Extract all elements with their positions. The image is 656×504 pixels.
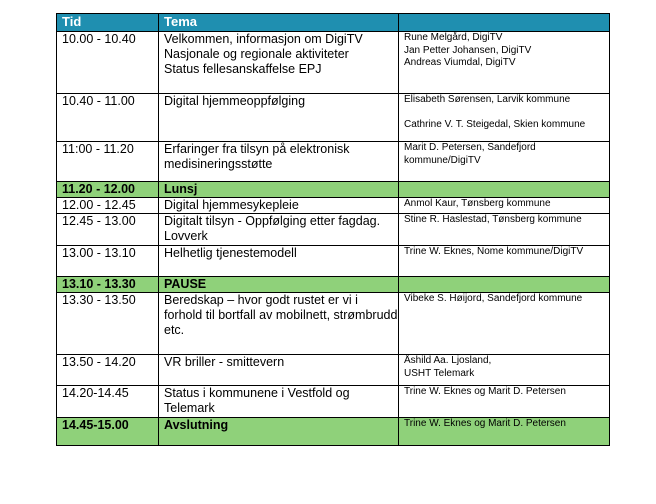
presenter-line: Trine W. Eknes og Marit D. Petersen: [404, 386, 566, 397]
table-row: [57, 182, 610, 198]
header-topic: Tema: [159, 14, 399, 32]
header-time: Tid: [57, 14, 159, 32]
presenter-line: Vibeke S. Høijord, Sandefjord kommune: [404, 293, 583, 304]
presenter-line: Trine W. Eknes og Marit D. Petersen: [404, 418, 566, 429]
presenter-cell: [399, 277, 610, 293]
presenter-line: Marit D. Petersen, Sandefjord kommune/DigiTV: [404, 142, 536, 166]
time-cell: 14.20-14.45: [57, 386, 159, 418]
table-row: [57, 386, 610, 418]
header-presenter: [399, 14, 610, 32]
time-cell: 10.00 - 10.40: [57, 32, 159, 94]
table-row: [57, 94, 610, 142]
topic-line: Erfaringer fra tilsyn på elektronisk medisineringsstøtte: [164, 142, 350, 171]
topic-cell: [159, 246, 399, 277]
topic-line: VR briller - smittevern: [164, 355, 285, 369]
presenter-cell: [399, 32, 610, 94]
topic-cell: [159, 277, 399, 293]
topic-cell: [159, 198, 399, 214]
time-cell: 13.30 - 13.50: [57, 293, 159, 355]
time-cell: 11:00 - 11.20: [57, 142, 159, 182]
table-row: [57, 293, 610, 355]
topic-line: Beredskap – hvor godt rustet er vi i forhold til bortfall av mobilnett, strømbrudd etc.: [164, 293, 398, 337]
topic-cell: [159, 142, 399, 182]
topic-line: Status i kommunene i Vestfold og Telemark: [164, 386, 350, 415]
topic-line: Nasjonale og regionale aktiviteter: [164, 47, 349, 61]
topic-cell: [159, 355, 399, 386]
time-cell: 14.45-15.00: [57, 418, 159, 446]
presenter-line: Jan Petter Johansen, DigiTV: [404, 44, 532, 56]
presenter-line: Stine R. Haslestad, Tønsberg kommune: [404, 214, 582, 225]
table-row: [57, 214, 610, 246]
topic-cell: [159, 94, 399, 142]
table-row: [57, 198, 610, 214]
topic-line: Digitalt tilsyn - Oppfølging etter fagdag. Lovverk: [164, 214, 381, 243]
presenter-line: Elisabeth Sørensen, Larvik kommune: [404, 94, 571, 105]
topic-cell: [159, 386, 399, 418]
time-cell: 12.00 - 12.45: [57, 198, 159, 214]
topic-line: Avslutning: [164, 418, 229, 432]
topic-line: Velkommen, informasjon om DigiTV: [164, 32, 363, 46]
time-cell: 13.10 - 13.30: [57, 277, 159, 293]
presenter-cell: [399, 293, 610, 355]
topic-line: PAUSE: [164, 277, 207, 291]
header-row: [57, 14, 610, 32]
presenter-line: [404, 107, 609, 120]
time-cell: 13.50 - 14.20: [57, 355, 159, 386]
presenter-line: Åshild Aa. Ljosland,: [404, 355, 492, 366]
presenter-cell: [399, 418, 610, 446]
time-cell: 13.00 - 13.10: [57, 246, 159, 277]
table-row: [57, 32, 610, 94]
topic-line: Lunsj: [164, 182, 198, 196]
topic-cell: [159, 418, 399, 446]
presenter-cell: [399, 94, 610, 142]
table-row: [57, 277, 610, 293]
table-row: [57, 418, 610, 446]
time-cell: 12.45 - 13.00: [57, 214, 159, 246]
topic-cell: [159, 214, 399, 246]
presenter-line: Trine W. Eknes, Nome kommune/DigiTV: [404, 246, 584, 257]
presenter-cell: [399, 142, 610, 182]
presenter-line: Andreas Viumdal, DigiTV: [404, 57, 516, 68]
topic-line: Helhetlig tjenestemodell: [164, 246, 297, 260]
presenter-line: USHT Telemark: [404, 367, 475, 379]
topic-cell: [159, 32, 399, 94]
program-table: [56, 13, 610, 446]
topic-line: Digital hjemmeoppfølging: [164, 94, 306, 108]
table-row: [57, 142, 610, 182]
topic-line: Digital hjemmesykepleie: [164, 198, 299, 212]
topic-cell: [159, 182, 399, 198]
presenter-line: Cathrine V. T. Steigedal, Skien kommune: [404, 119, 586, 130]
topic-line: Status fellesanskaffelse EPJ: [164, 62, 322, 76]
presenter-cell: [399, 182, 610, 198]
presenter-cell: [399, 246, 610, 277]
presenter-line: Rune Melgård, DigiTV: [404, 32, 503, 43]
table-row: [57, 355, 610, 386]
presenter-cell: [399, 386, 610, 418]
presenter-cell: [399, 355, 610, 386]
time-cell: 10.40 - 11.00: [57, 94, 159, 142]
time-cell: 11.20 - 12.00: [57, 182, 159, 198]
presenter-line: Anmol Kaur, Tønsberg kommune: [404, 198, 551, 209]
presenter-cell: [399, 214, 610, 246]
topic-cell: [159, 293, 399, 355]
presenter-cell: [399, 198, 610, 214]
table-row: [57, 246, 610, 277]
